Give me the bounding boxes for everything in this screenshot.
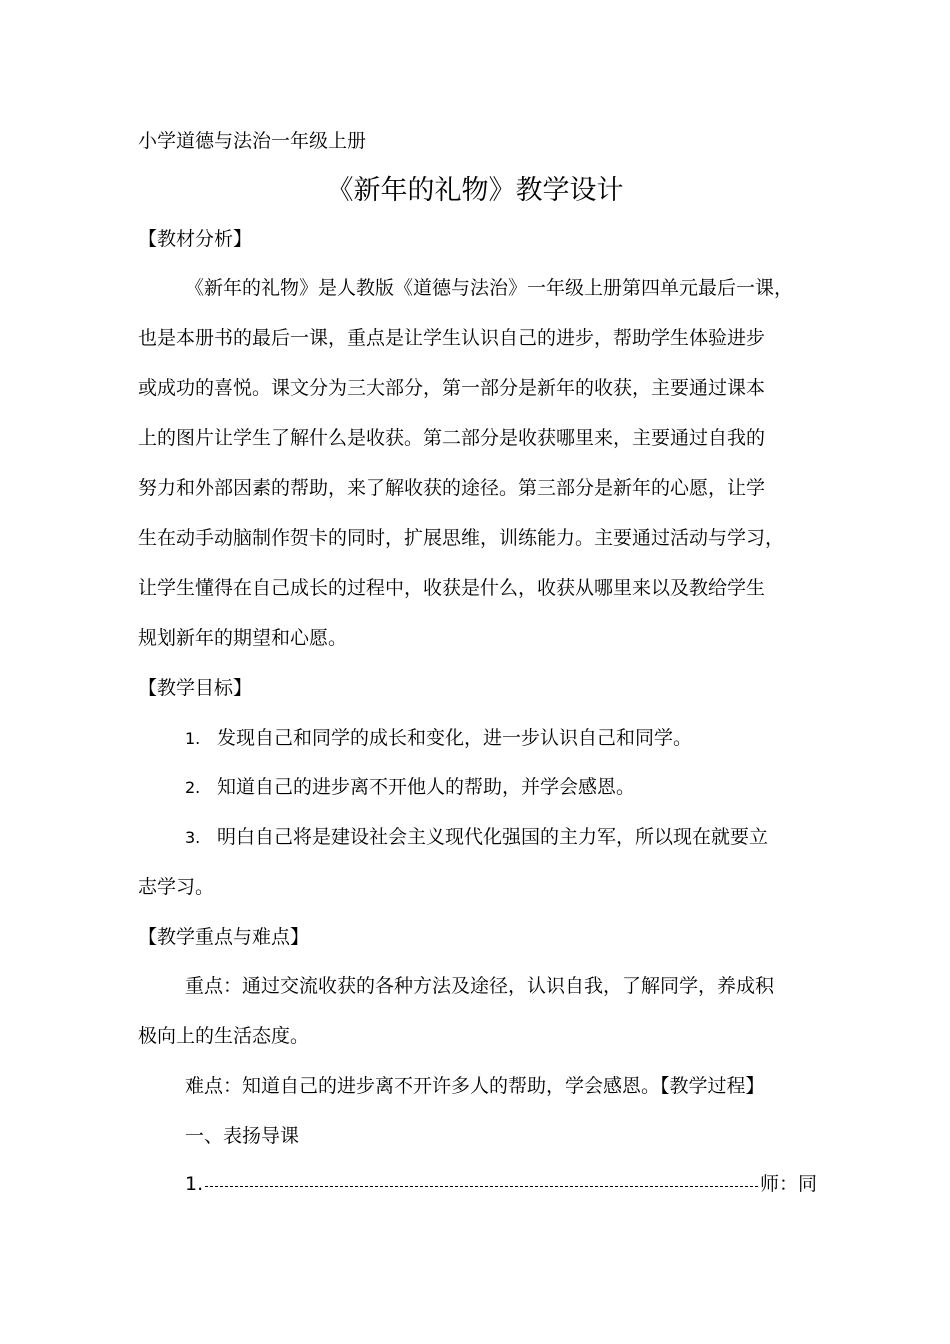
analysis-line: 《新年的礼物》是人教版《道德与法治》一年级上册第四单元最后一课， bbox=[185, 277, 794, 299]
goal-item bbox=[185, 825, 768, 850]
analysis-line: 生在动手动脑制作贺卡的同时，扩展思维，训练能力。主要通过活动与学习， bbox=[138, 527, 785, 549]
step-item bbox=[185, 1172, 817, 1196]
step-heading: 一、表扬导课 bbox=[185, 1125, 300, 1147]
analysis-line: 或成功的喜悦。课文分为三大部分，第一部分是新年的收获，主要通过课本 bbox=[138, 377, 766, 399]
analysis-line: 规划新年的期望和心愿。 bbox=[138, 627, 348, 649]
course-label: 小学道德与法治一年级上册 bbox=[138, 130, 367, 152]
key-points-heading: 【教学重点与难点】 bbox=[138, 926, 310, 948]
analysis-line: 也是本册书的最后一课，重点是让学生认识自己的进步，帮助学生体验进步 bbox=[138, 327, 766, 349]
analysis-line: 上的图片让学生了解什么是收获。第二部分是收获哪里来，主要通过自我的 bbox=[138, 427, 766, 449]
goal-text: 知道自己的进步离不开他人的帮助，并学会感恩。 bbox=[217, 776, 636, 798]
goal-item bbox=[185, 775, 635, 800]
dotted-leader bbox=[205, 1186, 758, 1187]
analysis-heading: 【教材分析】 bbox=[138, 228, 253, 250]
goal-number: 2. bbox=[185, 778, 201, 797]
step-item-text: 师：同 bbox=[759, 1173, 817, 1195]
goals-heading: 【教学目标】 bbox=[138, 677, 253, 699]
goal-text: 发现自己和同学的成长和变化，进一步认识自己和同学。 bbox=[217, 727, 693, 749]
analysis-line: 让学生懂得在自己成长的过程中，收获是什么，收获从哪里来以及教给学生 bbox=[138, 577, 766, 599]
key-point-line: 极向上的生活态度。 bbox=[138, 1025, 310, 1047]
difficulty-line: 难点：知道自己的进步离不开许多人的帮助，学会感恩。【教学过程】 bbox=[185, 1075, 765, 1097]
goal-item bbox=[185, 726, 692, 751]
goal-text: 明白自己将是建设社会主义现代化强国的主力军，所以现在就要立 bbox=[217, 826, 769, 848]
document-title: 《新年的礼物》教学设计 bbox=[326, 175, 624, 206]
key-point-line: 重点：通过交流收获的各种方法及途径，认识自我，了解同学，养成积 bbox=[185, 975, 775, 997]
goal-number: 1. bbox=[185, 729, 201, 748]
goal-continuation: 志学习。 bbox=[138, 876, 215, 898]
goal-number: 3. bbox=[185, 828, 201, 847]
step-item-number: 1. bbox=[185, 1173, 204, 1195]
analysis-line: 努力和外部因素的帮助，来了解收获的途径。第三部分是新年的心愿，让学 bbox=[138, 477, 766, 499]
